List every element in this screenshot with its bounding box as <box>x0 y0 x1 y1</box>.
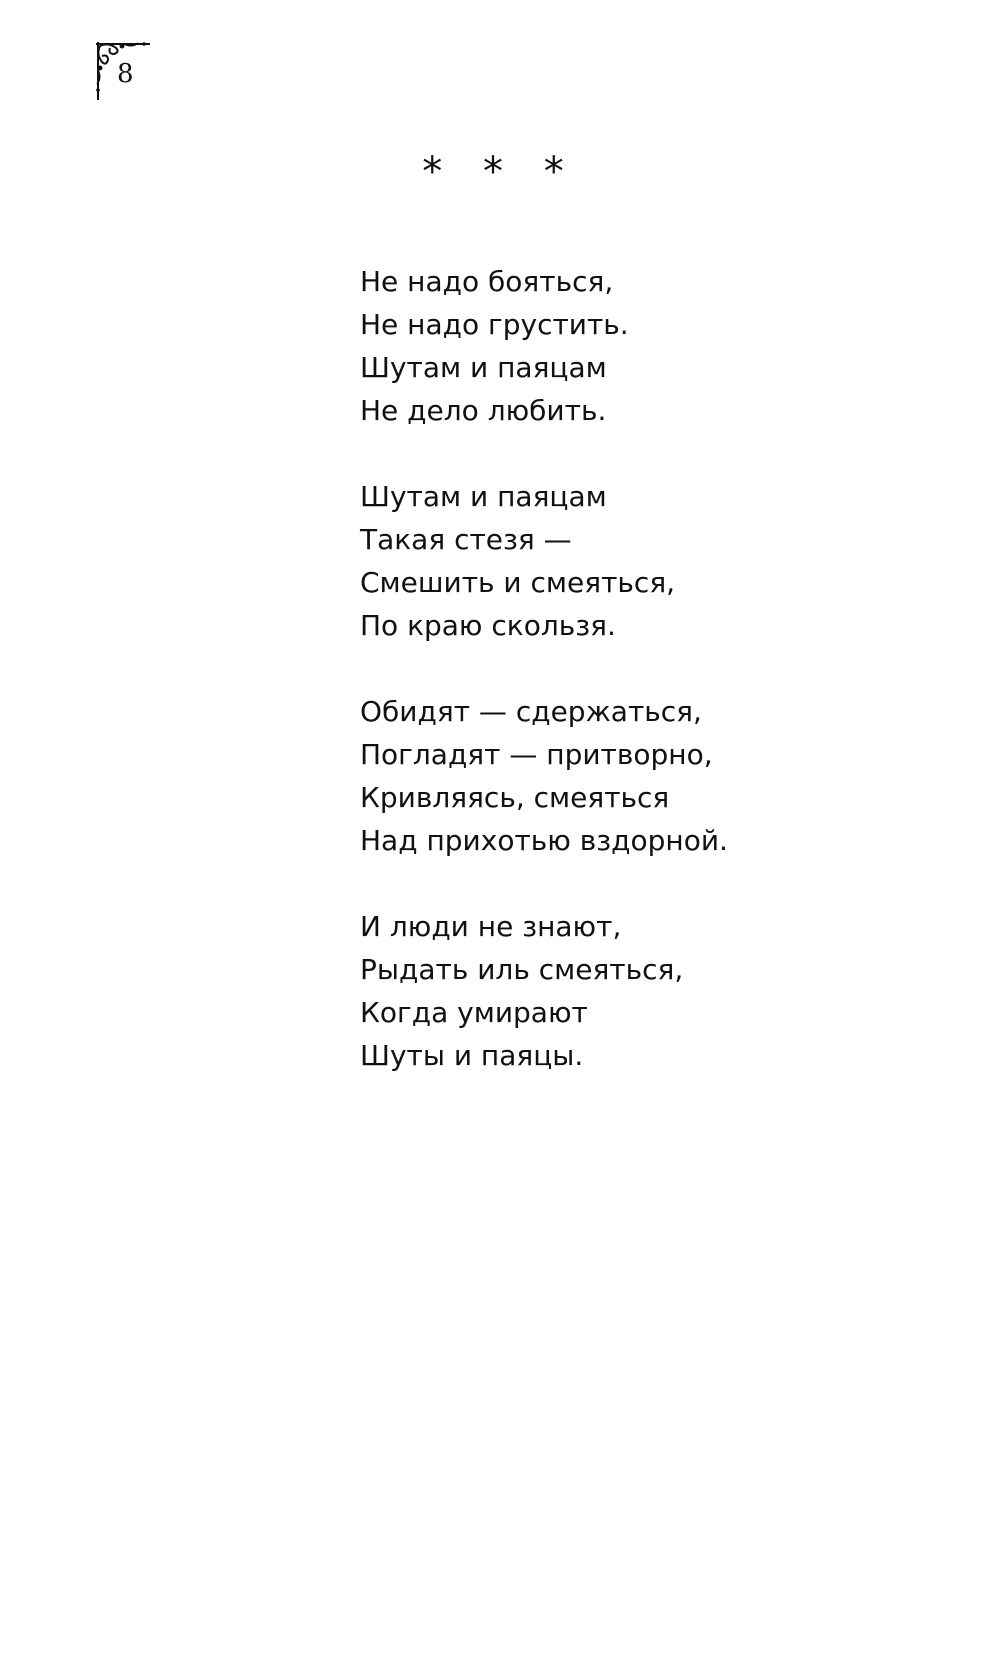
stanza <box>360 475 940 647</box>
poem-line: Шутам и паяцам <box>360 351 607 384</box>
poem-line: Не надо бояться, <box>360 265 614 298</box>
poem <box>360 260 940 1120</box>
poem-line: Над прихотью вздорной. <box>360 824 728 857</box>
stanza <box>360 690 940 862</box>
poem-line: По краю скользя. <box>360 609 616 642</box>
poem-line: И люди не знают, <box>360 910 622 943</box>
page-number: 8 <box>117 59 134 89</box>
poem-line: Шуты и паяцы. <box>360 1039 584 1072</box>
poem-line: Рыдать иль смеяться, <box>360 953 684 986</box>
stanza <box>360 260 940 432</box>
poem-line: Не надо грустить. <box>360 308 629 341</box>
poem-line: Кривляясь, смеяться <box>360 781 670 814</box>
poem-line: Когда умирают <box>360 996 588 1029</box>
poem-line: Не дело любить. <box>360 394 607 427</box>
poem-line: Погладят — притворно, <box>360 738 713 771</box>
poem-line: Смешить и смеяться, <box>360 566 676 599</box>
poem-line: Обидят — сдержаться, <box>360 695 702 728</box>
poem-line: Такая стезя — <box>360 523 572 556</box>
stanza <box>360 905 940 1077</box>
section-separator: * * * <box>422 149 578 195</box>
poem-line: Шутам и паяцам <box>360 480 607 513</box>
